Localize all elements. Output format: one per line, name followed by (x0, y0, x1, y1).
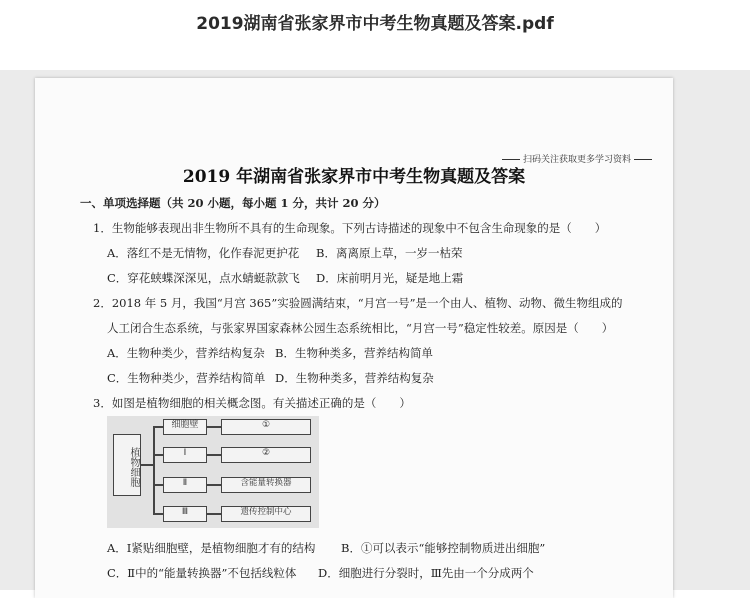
question-2-stem: 2．2018 年 5 月，我国“月宫 365”实验圆满结束，“月宫一号”是一个由人、植物、动物、微生物组成的 (93, 296, 623, 310)
viewer-header (0, 0, 750, 70)
question-3-option-d: D．细胞进行分裂时，Ⅲ先由一个分成两个 (318, 566, 534, 580)
qr-note-text: 扫码关注获取更多学习资料 (522, 155, 631, 165)
question-3-option-b: B．①可以表示“能够控制物质进出细胞” (341, 541, 546, 555)
diagram-connector (153, 513, 163, 515)
question-1-stem: 1．生物能够表现出非生物所不具有的生命现象。下列古诗描述的现象中不包含生命现象的是（ ） (93, 221, 607, 235)
diagram-box-1: ① (221, 419, 311, 435)
diagram-box-cell-wall: 细胞壁 (163, 419, 207, 435)
diagram-connector (207, 513, 221, 515)
question-1-option-d: D．床前明月光，疑是地上霜 (316, 271, 464, 285)
question-2-stem-continued: 人工闭合生态系统，与张家界国家森林公园生态系统相比，“月宫一号”稳定性较差。原因是（ ） (107, 321, 614, 335)
diagram-box-II: Ⅱ (163, 477, 207, 493)
question-1-option-c: C．穿花蛱蝶深深见，点水蜻蜓款款飞 (107, 271, 300, 285)
question-3-stem: 3．如图是植物细胞的相关概念图。有关描述正确的是（ ） (93, 396, 411, 410)
question-1-option-b: B．离离原上草，一岁一枯荣 (316, 246, 463, 260)
question-2-option-d: D．生物种类多，营养结构复杂 (275, 371, 434, 385)
question-2-option-a: A．生物种类少，营养结构复杂 (107, 346, 265, 360)
dash-right (634, 159, 652, 160)
diagram-connector (153, 426, 163, 428)
plant-cell-concept-diagram (107, 416, 319, 528)
diagram-root-box: 植物细胞 (113, 434, 141, 496)
document-title: 2019 年湖南省张家界市中考生物真题及答案 (182, 167, 526, 187)
question-1-option-a: A．落红不是无情物，化作春泥更护花 (107, 246, 300, 260)
question-3-option-c: C．Ⅱ中的“能量转换器”不包括线粒体 (107, 566, 297, 580)
diagram-box-energy-converter: 含能量转换器 (221, 477, 311, 493)
diagram-box-2: ② (221, 447, 311, 463)
diagram-connector (207, 484, 221, 486)
diagram-connector (153, 454, 163, 456)
diagram-connector (141, 464, 153, 466)
pdf-page (35, 78, 673, 598)
dash-left (502, 159, 520, 160)
diagram-connector (153, 426, 155, 514)
diagram-connector (207, 454, 221, 456)
diagram-box-III: Ⅲ (163, 506, 207, 522)
question-2-option-b: B．生物种类多，营养结构简单 (275, 346, 433, 360)
diagram-connector (153, 484, 163, 486)
diagram-box-genetic-control-center: 遗传控制中心 (221, 506, 311, 522)
file-title: 2019湖南省张家界市中考生物真题及答案.pdf (196, 14, 554, 34)
diagram-box-I: Ⅰ (163, 447, 207, 463)
diagram-connector (207, 426, 221, 428)
question-3-option-a: A．Ⅰ紧贴细胞壁，是植物细胞才有的结构 (107, 541, 316, 555)
question-2-option-c: C．生物种类少，营养结构简单 (107, 371, 266, 385)
section-heading: 一、单项选择题（共 20 小题，每小题 1 分，共计 20 分） (80, 196, 386, 210)
